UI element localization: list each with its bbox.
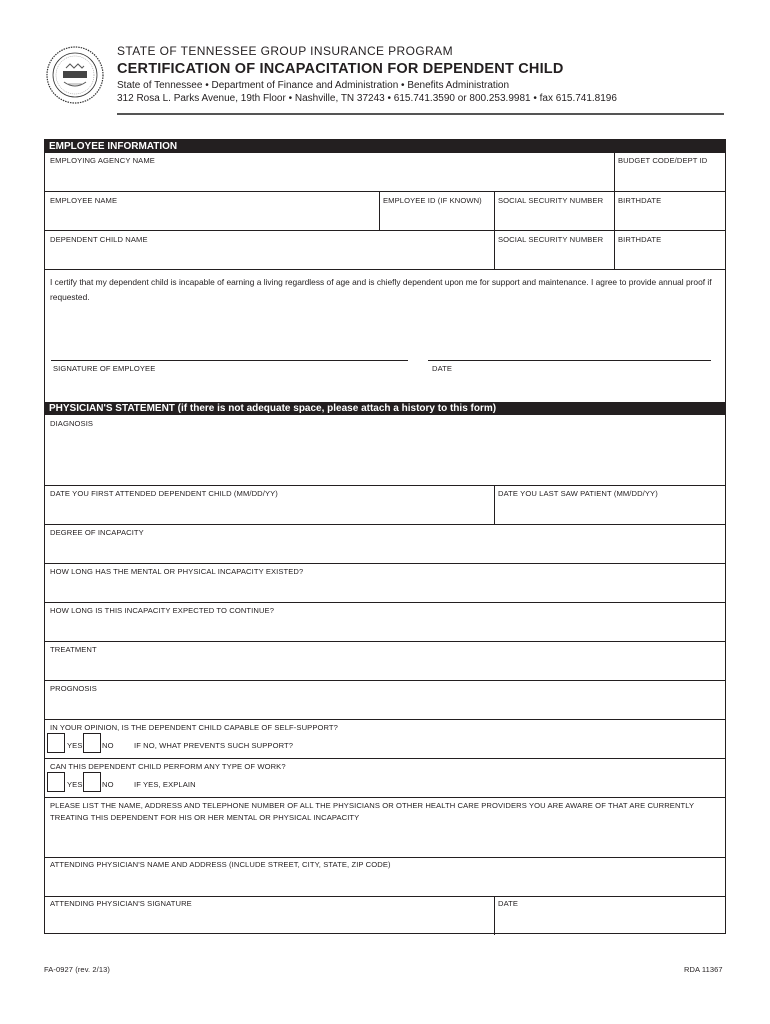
divider bbox=[45, 797, 725, 798]
degree-label: DEGREE OF INCAPACITY bbox=[50, 528, 144, 537]
work-yes-label: YES bbox=[67, 780, 83, 789]
state-seal-logo bbox=[46, 46, 104, 104]
divider bbox=[494, 896, 495, 935]
form-body bbox=[44, 139, 726, 934]
date-last-saw-label: DATE YOU LAST SAW PATIENT (MM/DD/YY) bbox=[498, 489, 658, 498]
self-support-yes-checkbox[interactable] bbox=[47, 733, 65, 753]
if-yes-label: IF YES, EXPLAIN bbox=[134, 780, 196, 789]
how-long-continue-label: HOW LONG IS THIS INCAPACITY EXPECTED TO CONTINUE? bbox=[50, 606, 275, 615]
divider bbox=[494, 485, 495, 524]
prognosis-label: PROGNOSIS bbox=[50, 684, 97, 693]
self-support-no-label: NO bbox=[102, 741, 114, 750]
form-title: CERTIFICATION OF INCAPACITATION FOR DEPENDENT CHILD bbox=[117, 61, 564, 77]
how-long-existed-label: HOW LONG HAS THE MENTAL OR PHYSICAL INCAPACITY EXISTED? bbox=[50, 567, 304, 576]
employing-agency-label: EMPLOYING AGENCY NAME bbox=[50, 156, 155, 165]
divider bbox=[379, 191, 380, 230]
dependent-birthdate-label: BIRTHDATE bbox=[618, 235, 662, 244]
header-rule bbox=[117, 113, 724, 115]
divider bbox=[45, 758, 725, 759]
address-line: 312 Rosa L. Parks Avenue, 19th Floor • Nashville, TN 37243 • 615.741.3590 or 800.253.9981 • fax 615.741.8196 bbox=[117, 93, 617, 104]
form-id: FA-0927 (rev. 2/13) bbox=[44, 965, 110, 974]
agency-line: State of Tennessee • Department of Finance and Administration • Benefits Administration bbox=[117, 80, 510, 91]
divider bbox=[614, 153, 615, 191]
work-no-checkbox[interactable] bbox=[83, 772, 101, 792]
employee-id-label: EMPLOYEE ID (IF KNOWN) bbox=[383, 196, 482, 205]
work-yes-checkbox[interactable] bbox=[47, 772, 65, 792]
divider bbox=[45, 230, 725, 231]
work-no-label: NO bbox=[102, 780, 114, 789]
self-support-no-checkbox[interactable] bbox=[83, 733, 101, 753]
divider bbox=[45, 269, 725, 270]
employee-signature-line[interactable] bbox=[51, 360, 408, 361]
dependent-child-name-label: DEPENDENT CHILD NAME bbox=[50, 235, 148, 244]
diagnosis-label: DIAGNOSIS bbox=[50, 419, 94, 428]
treatment-label: TREATMENT bbox=[50, 645, 97, 654]
divider bbox=[45, 485, 725, 486]
birthdate-label: BIRTHDATE bbox=[618, 196, 662, 205]
work-question: CAN THIS DEPENDENT CHILD PERFORM ANY TYPE OF WORK? bbox=[50, 762, 286, 771]
attending-signature-label: ATTENDING PHYSICIAN'S SIGNATURE bbox=[50, 899, 192, 908]
date-first-attended-label: DATE YOU FIRST ATTENDED DEPENDENT CHILD (MM/DD/YY) bbox=[50, 489, 278, 498]
if-no-label: IF NO, WHAT PREVENTS SUCH SUPPORT? bbox=[134, 741, 294, 750]
self-support-yes-label: YES bbox=[67, 741, 83, 750]
divider bbox=[45, 524, 725, 525]
rda-number: RDA 11367 bbox=[684, 965, 723, 974]
employee-date-label: DATE bbox=[432, 364, 453, 373]
divider bbox=[45, 719, 725, 720]
divider bbox=[45, 857, 725, 858]
program-name: STATE OF TENNESSEE GROUP INSURANCE PROGRAM bbox=[117, 44, 453, 58]
divider bbox=[45, 896, 725, 897]
list-physicians-label: PLEASE LIST THE NAME, ADDRESS AND TELEPHONE NUMBER OF ALL THE PHYSICIANS OR OTHER HEALTH CARE PROVIDERS YOU ARE AWARE OF THAT ARE CURRENTLY TREATING THIS DEPENDENT FOR HIS OR HER MENTAL OR PHYSICAL INCAPACITY bbox=[50, 801, 695, 822]
attending-name-label: ATTENDING PHYSICIAN'S NAME AND ADDRESS (INCLUDE STREET, CITY, STATE, ZIP CODE) bbox=[50, 860, 391, 869]
divider bbox=[45, 602, 725, 603]
ssn-label: SOCIAL SECURITY NUMBER bbox=[498, 196, 604, 205]
employee-name-label: EMPLOYEE NAME bbox=[50, 196, 118, 205]
physician-section-header: PHYSICIAN'S STATEMENT (if there is not adequate space, please attach a history to this form) bbox=[45, 402, 725, 415]
self-support-question: IN YOUR OPINION, IS THE DEPENDENT CHILD CAPABLE OF SELF-SUPPORT? bbox=[50, 723, 338, 732]
divider bbox=[45, 563, 725, 564]
divider bbox=[45, 641, 725, 642]
employee-signature-label: SIGNATURE OF EMPLOYEE bbox=[53, 364, 156, 373]
dependent-ssn-label: SOCIAL SECURITY NUMBER bbox=[498, 235, 604, 244]
divider bbox=[45, 680, 725, 681]
budget-code-label: BUDGET CODE/DEPT ID bbox=[618, 156, 708, 165]
certification-text: I certify that my dependent child is incapable of earning a living regardless of age and is chiefly dependent upon me for support and maintenance. I agree to provide annual proof if requested. bbox=[50, 277, 712, 302]
attending-date-label: DATE bbox=[498, 899, 519, 908]
employee-date-line[interactable] bbox=[428, 360, 711, 361]
employee-section-header: EMPLOYEE INFORMATION bbox=[45, 140, 725, 153]
divider bbox=[45, 191, 725, 192]
